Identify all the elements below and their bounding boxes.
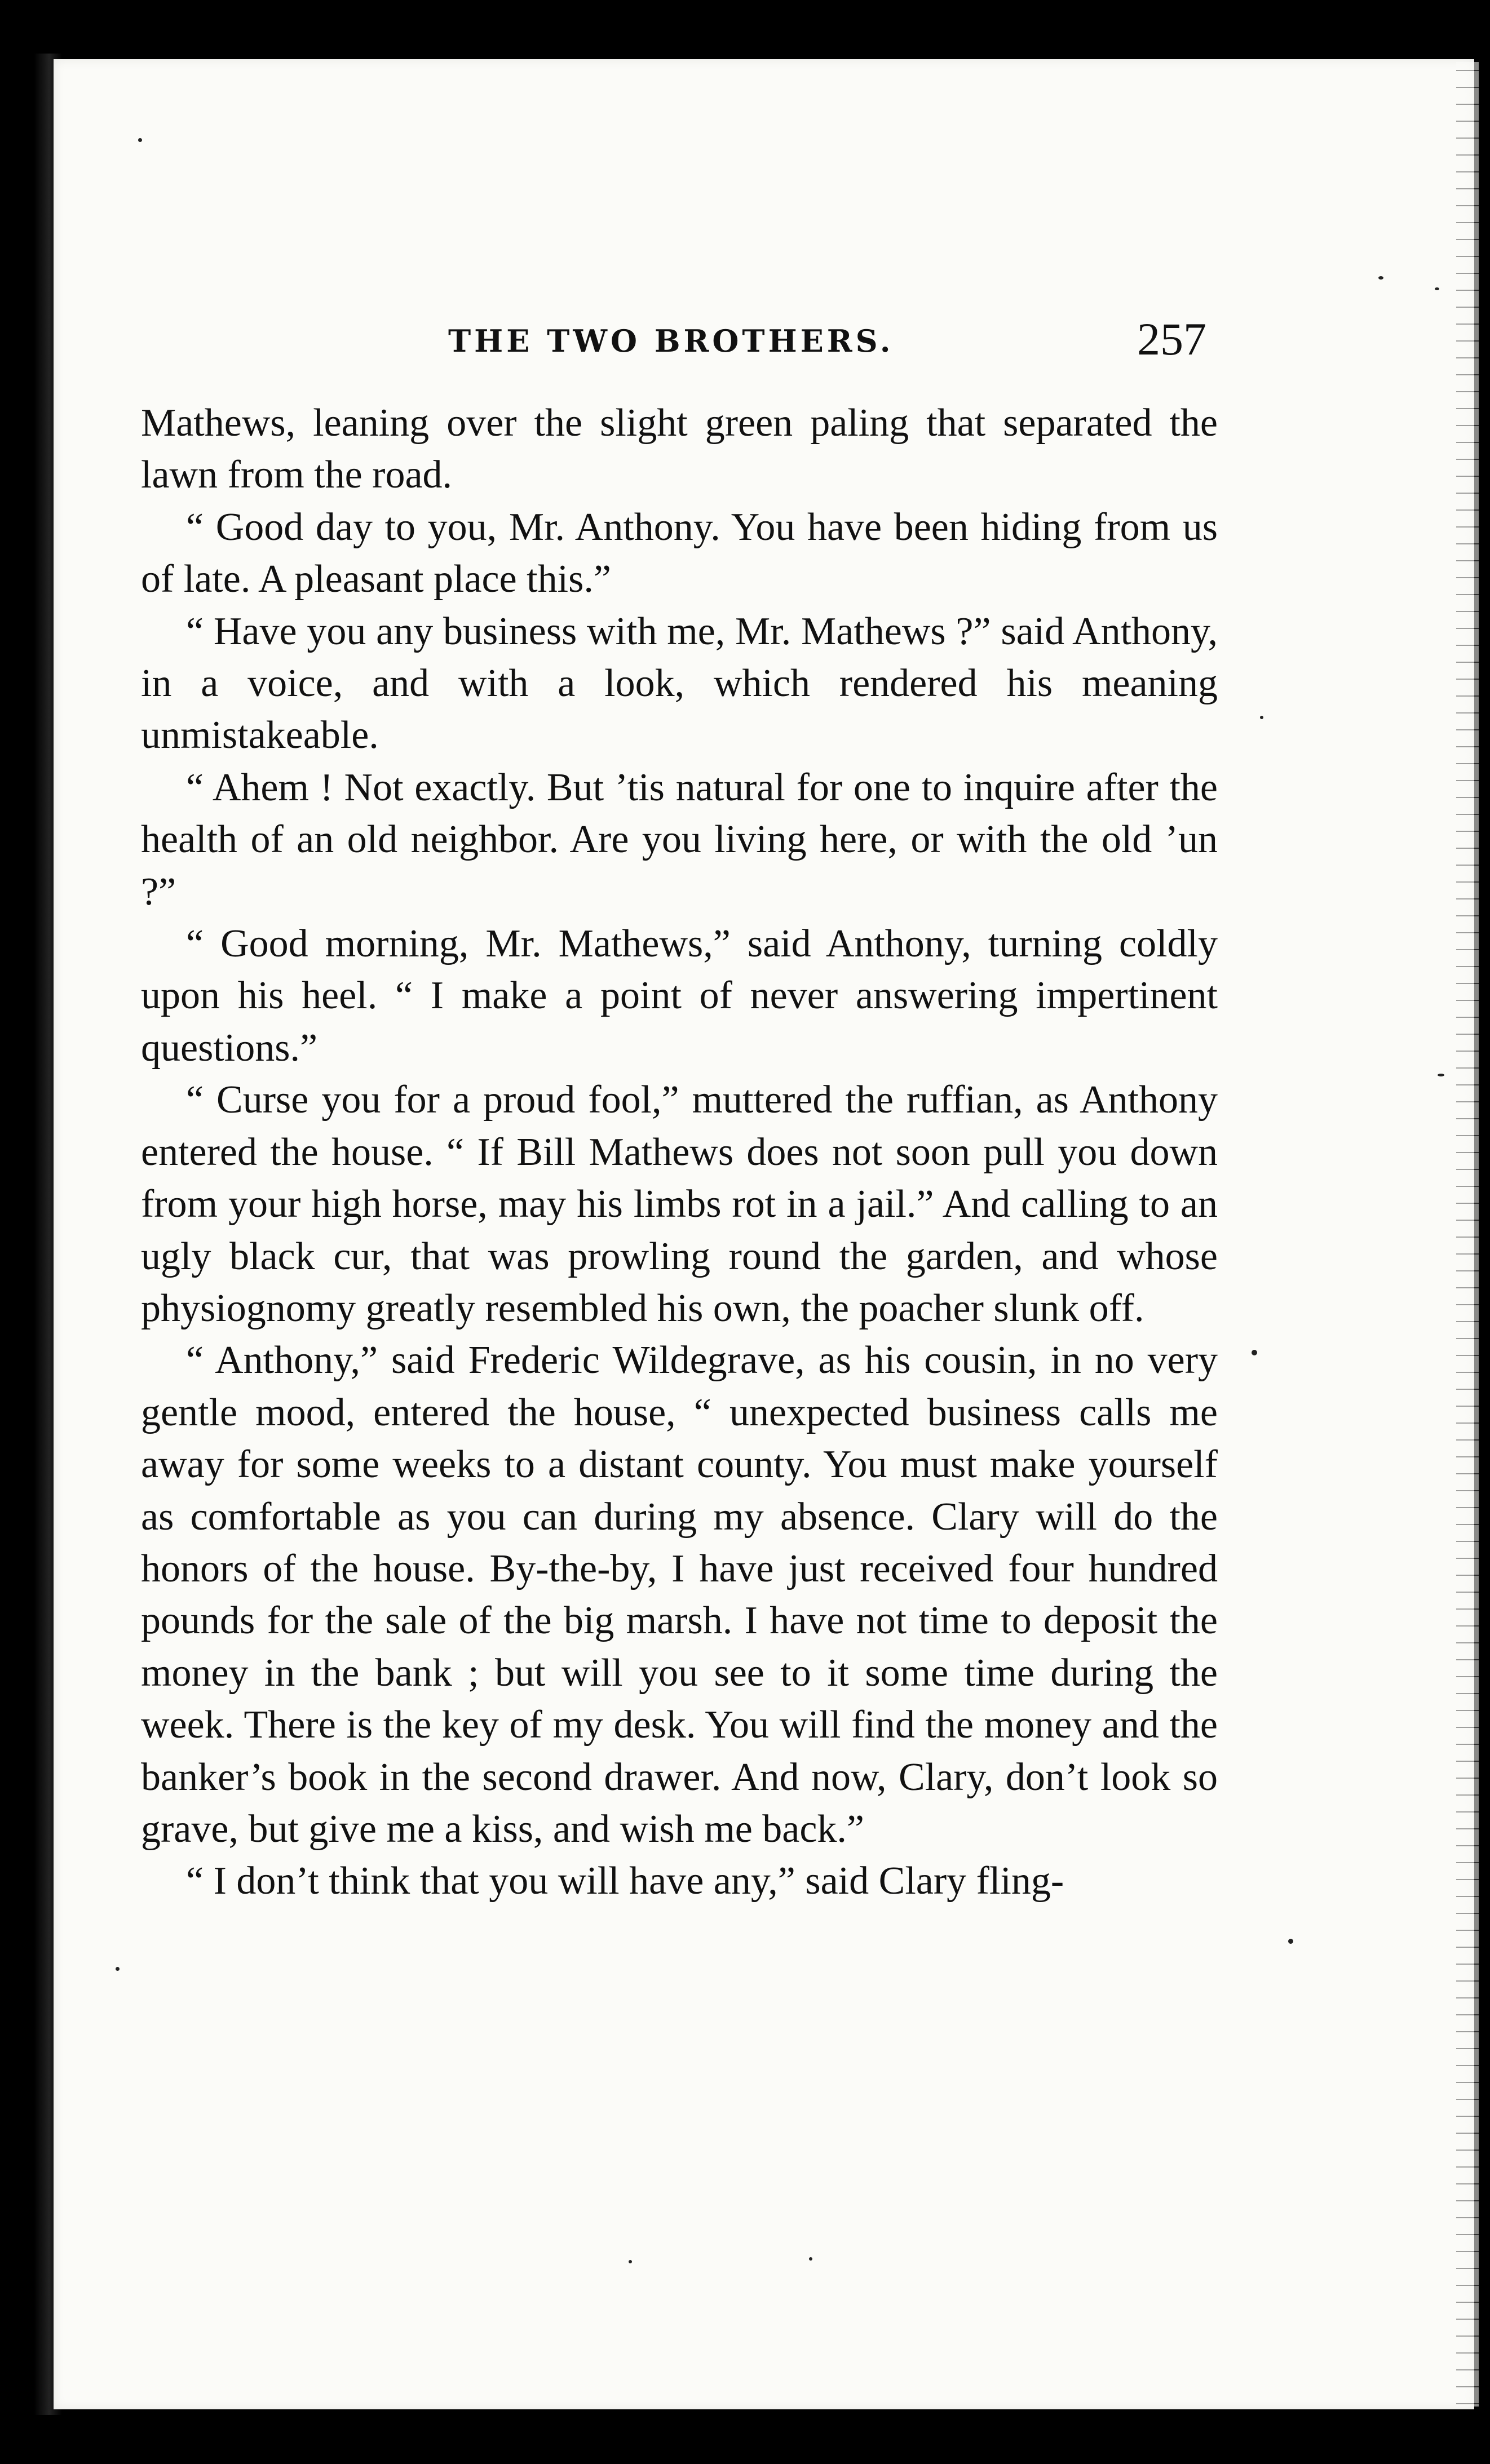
- ink-speck: [1435, 287, 1439, 290]
- paragraph: “ Curse you for a proud fool,” muttered the ruffian, as Anthony entered the house. “ If Bill Mathews does not soon pull you down from your high horse, may his limbs rot in a jail.” And calling to an ugly black cur, that was prowling round the garden, and whose physiognomy greatly resembled his own, the poacher slunk off.: [141, 1078, 1218, 1330]
- ink-speck: [1260, 716, 1263, 719]
- paragraph: “ I don’t think that you will have any,” said Clary fling-: [186, 1859, 1064, 1903]
- paragraph: Mathews, leaning over the slight green paling that separated the lawn from the road.: [141, 401, 1218, 497]
- paragraph: “ Anthony,” said Frederic Wildegrave, as his cousin, in no very gentle mood, entered the house, “ unexpected business calls me away for some weeks to a distant county. You must make yourself as comfortable as you can during my absence. Clary will do the honors of the house. By-the-by, I have just received four hundred pounds for the sale of the big marsh. I have not time to deposit the money in the bank ; but will you see to it some time during the week. There is the key of my desk. You will find the money and the banker’s book in the second drawer. And now, Clary, don’t look so grave, but give me a kiss, and wish me back.”: [141, 1339, 1218, 1851]
- running-head: THE TWO BROTHERS.: [448, 323, 894, 359]
- ink-speck: [138, 138, 142, 142]
- paragraph: “ Good morning, Mr. Mathews,” said Anthony, turning coldly upon his heel. “ I make a point of never answering impertinent questions.”: [141, 922, 1218, 1070]
- ink-speck: [1438, 1074, 1444, 1076]
- ink-speck: [1288, 1939, 1293, 1944]
- ink-speck: [629, 2260, 632, 2263]
- ink-speck: [1378, 276, 1383, 280]
- ink-speck: [1252, 1350, 1257, 1355]
- paragraph: “ Have you any business with me, Mr. Mathews ?” said Anthony, in a voice, and with a look, which rendered his meaning unmistakeable.: [141, 609, 1218, 757]
- ink-speck: [809, 2257, 812, 2261]
- page-header: [141, 313, 1212, 375]
- page-number: 257: [1137, 313, 1206, 365]
- paragraph: “ Ahem ! Not exactly. But ’tis natural for one to inquire after the health of an old neighbor. Are you living here, or with the old ’un ?”: [141, 765, 1218, 914]
- page-edge: [1456, 62, 1479, 2407]
- ink-speck: [116, 1967, 120, 1971]
- body-text: [141, 397, 1218, 1908]
- paragraph: “ Good day to you, Mr. Anthony. You have been hiding from us of late. A pleasant place this.”: [141, 505, 1218, 601]
